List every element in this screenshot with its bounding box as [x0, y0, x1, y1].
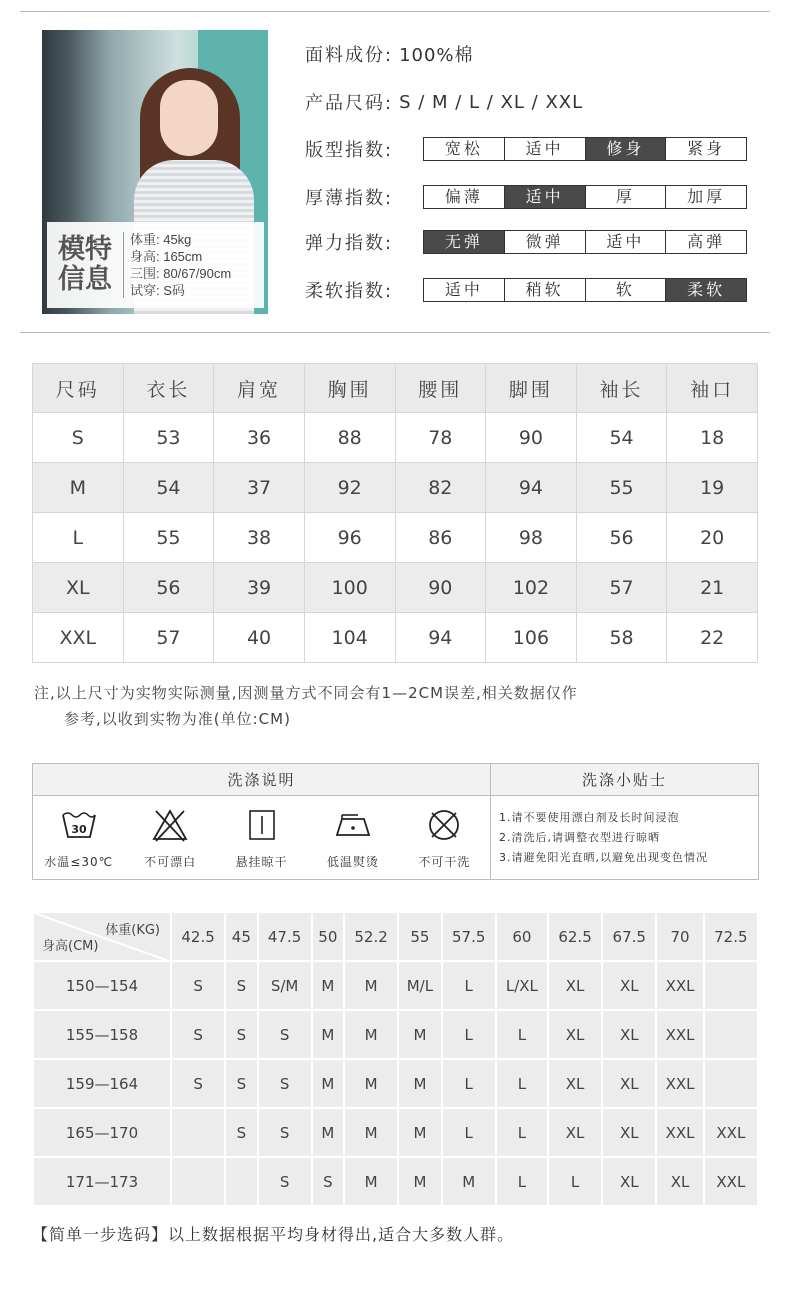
recommend-cell: M — [398, 1059, 441, 1108]
weight-header: 57.5 — [442, 912, 496, 961]
hang-dry-label: 悬挂晾干 — [235, 855, 288, 869]
recommend-cell: XL — [602, 1010, 656, 1059]
index-label: 版型指数: — [305, 140, 394, 161]
sizes-value: S / M / L / XL / XXL — [399, 91, 584, 113]
recommend-cell: M — [398, 1157, 441, 1206]
recommend-cell: M — [344, 961, 398, 1010]
note-line2: 参考,以收到实物为准(单位:CM) — [64, 710, 291, 728]
size-table-header: 脚围 — [486, 364, 577, 413]
weight-header: 47.5 — [258, 912, 312, 961]
recommend-header-row — [33, 912, 758, 961]
size-table-cell: 86 — [395, 513, 486, 563]
size-table-cell: 100 — [304, 563, 395, 613]
index-label: 弹力指数: — [305, 233, 394, 254]
weight-header: 60 — [496, 912, 548, 961]
recommend-cell: L — [442, 1059, 496, 1108]
recommend-cell: M — [344, 1059, 398, 1108]
note-line1: 注,以上尺寸为实物实际测量,因测量方式不同会有1—2CM误差,相关数据仅作 — [34, 684, 578, 702]
top-divider — [20, 11, 770, 12]
no-bleach-label: 不可漂白 — [144, 855, 197, 869]
recommend-cell — [704, 1010, 758, 1059]
size-table-cell: 20 — [667, 513, 758, 563]
recommend-cell: M — [312, 1108, 344, 1157]
size-table-row — [33, 563, 758, 613]
size-table-cell: 96 — [304, 513, 395, 563]
size-table-cell: 40 — [214, 613, 305, 663]
size-table-cell: 56 — [576, 513, 667, 563]
wash-tips — [499, 808, 708, 868]
weight-header: 70 — [656, 912, 703, 961]
size-recommend-table — [32, 911, 759, 1207]
size-table-cell: 90 — [395, 563, 486, 613]
recommend-cell: S — [225, 961, 257, 1010]
recommend-cell: L — [442, 961, 496, 1010]
recommend-cell: XXL — [656, 1059, 703, 1108]
recommend-cell: L — [548, 1157, 602, 1206]
section-divider — [20, 332, 770, 333]
model-height: 身高: 165cm — [130, 249, 203, 264]
recommend-cell — [704, 1059, 758, 1108]
recommend-cell: XL — [548, 1059, 602, 1108]
size-table-cell: 90 — [486, 413, 577, 463]
size-table-cell: 57 — [123, 613, 214, 663]
size-table-cell: 54 — [123, 463, 214, 513]
wash-item — [307, 797, 398, 880]
size-table-header: 袖口 — [667, 364, 758, 413]
recommend-cell: L — [496, 1157, 548, 1206]
size-table-cell: M — [33, 463, 124, 513]
recommend-cell: S — [225, 1108, 257, 1157]
wash-tip: 1.请不要使用漂白剂及长时间浸泡 — [499, 811, 680, 824]
recommend-cell: S — [225, 1059, 257, 1108]
size-table-cell: 106 — [486, 613, 577, 663]
recommend-cell: M — [344, 1010, 398, 1059]
recommend-cell: XL — [602, 961, 656, 1010]
recommend-cell: S — [258, 1157, 312, 1206]
recommend-cell: XXL — [704, 1108, 758, 1157]
recommend-cell: S — [171, 1059, 225, 1108]
index-option: 适中 — [444, 280, 483, 299]
size-table-cell: S — [33, 413, 124, 463]
index-option: 微弹 — [504, 231, 585, 253]
recommend-row — [33, 961, 758, 1010]
recommend-row — [33, 1157, 758, 1206]
size-table-cell: 94 — [395, 613, 486, 663]
recommend-cell: S — [312, 1157, 344, 1206]
wash-item — [216, 797, 307, 880]
size-table-cell: 18 — [667, 413, 758, 463]
recommend-cell: M — [398, 1108, 441, 1157]
recommend-cell: S — [171, 1010, 225, 1059]
size-table-cell: 82 — [395, 463, 486, 513]
recommend-cell: L — [496, 1108, 548, 1157]
recommend-row — [33, 1108, 758, 1157]
recommend-cell: S — [258, 1108, 312, 1157]
index-row — [305, 277, 747, 303]
size-table-cell: 54 — [576, 413, 667, 463]
wash-item — [124, 797, 215, 880]
size-table-cell: 57 — [576, 563, 667, 613]
recommend-corner — [33, 912, 171, 961]
height-range: 155—158 — [33, 1010, 171, 1059]
recommend-cell: XL — [548, 1010, 602, 1059]
size-table-header: 胸围 — [304, 364, 395, 413]
index-options — [423, 278, 747, 302]
index-option: 软 — [585, 279, 666, 301]
recommend-table-body — [33, 912, 758, 1206]
recommend-cell — [171, 1108, 225, 1157]
recommend-cell: S — [225, 1010, 257, 1059]
model-title-line2: 信息 — [58, 264, 112, 295]
model-face — [160, 80, 218, 156]
recommend-cell: M/L — [398, 961, 441, 1010]
recommend-cell: S — [258, 1010, 312, 1059]
size-table-cell: 94 — [486, 463, 577, 513]
index-option: 高弹 — [665, 231, 746, 253]
recommend-cell: XXL — [704, 1157, 758, 1206]
recommend-cell: L — [442, 1108, 496, 1157]
recommend-cell: M — [442, 1157, 496, 1206]
wash-tip: 3.请避免阳光直晒,以避免出现变色情况 — [499, 851, 708, 864]
recommend-cell: L — [496, 1059, 548, 1108]
recommend-cell: M — [312, 961, 344, 1010]
recommend-cell: S — [171, 961, 225, 1010]
size-table-head — [33, 364, 758, 413]
size-table-header: 衣长 — [123, 364, 214, 413]
low-iron-label: 低温熨烫 — [326, 855, 379, 869]
index-option: 修身 — [585, 138, 666, 160]
size-table-cell: 102 — [486, 563, 577, 613]
model-weight: 体重: 45kg — [130, 232, 192, 247]
recommend-cell — [704, 961, 758, 1010]
index-option: 厚 — [585, 186, 666, 208]
height-range: 159—164 — [33, 1059, 171, 1108]
index-label: 柔软指数: — [305, 281, 394, 302]
wash-icons — [33, 797, 490, 880]
size-table-cell: 104 — [304, 613, 395, 663]
sizes-label: 产品尺码: — [305, 93, 394, 114]
index-option: 紧身 — [665, 138, 746, 160]
index-options — [423, 185, 747, 209]
recommend-cell: L — [496, 1010, 548, 1059]
low-iron-icon — [334, 807, 372, 843]
recommend-cell: L/XL — [496, 961, 548, 1010]
recommend-cell: S/M — [258, 961, 312, 1010]
recommend-cell: XL — [548, 1108, 602, 1157]
model-info-title — [47, 235, 123, 295]
model-measurements: 三围: 80/67/90cm — [130, 266, 232, 281]
size-table-row — [33, 513, 758, 563]
recommend-cell: M — [312, 1010, 344, 1059]
recommend-row — [33, 1010, 758, 1059]
size-table-cell: 56 — [123, 563, 214, 613]
recommend-cell: L — [442, 1010, 496, 1059]
size-table-cell: 21 — [667, 563, 758, 613]
size-table-cell: 37 — [214, 463, 305, 513]
wash-tips-title: 洗涤小贴士 — [491, 764, 758, 796]
index-option: 柔软 — [665, 279, 746, 301]
index-row — [305, 184, 747, 210]
index-option: 适中 — [504, 186, 585, 208]
size-table-cell: 36 — [214, 413, 305, 463]
weight-header: 62.5 — [548, 912, 602, 961]
model-tried-size: 试穿: S码 — [130, 283, 185, 298]
recommend-cell: XL — [602, 1108, 656, 1157]
fabric-row — [305, 41, 474, 67]
index-option: 无弹 — [424, 231, 504, 253]
no-dry-clean-icon — [425, 807, 463, 843]
weight-header: 45 — [225, 912, 257, 961]
size-table-cell: 92 — [304, 463, 395, 513]
size-table-cell: 22 — [667, 613, 758, 663]
recommend-cell: XXL — [656, 1108, 703, 1157]
size-table-body — [33, 413, 758, 663]
height-axis-label: 身高(CM) — [42, 939, 99, 954]
measurement-note — [34, 680, 734, 732]
size-table-row — [33, 613, 758, 663]
wash-tip: 2.清洗后,请调整衣型进行晾晒 — [499, 831, 660, 844]
size-table-cell: 53 — [123, 413, 214, 463]
recommend-cell: M — [344, 1157, 398, 1206]
wash-item — [33, 797, 124, 880]
recommend-cell: M — [344, 1108, 398, 1157]
model-info-card — [47, 222, 264, 308]
model-photo — [42, 30, 268, 314]
size-table-cell: 98 — [486, 513, 577, 563]
size-table-row — [33, 463, 758, 513]
size-table-row — [33, 413, 758, 463]
model-info-lines — [130, 231, 231, 299]
size-table-cell: 88 — [304, 413, 395, 463]
wash-item — [399, 797, 490, 880]
recommend-cell — [171, 1157, 225, 1206]
recommend-cell: XXL — [656, 1010, 703, 1059]
index-options — [423, 230, 747, 254]
model-title-line1: 模特 — [58, 234, 112, 265]
weight-header: 52.2 — [344, 912, 398, 961]
recommend-cell: M — [312, 1059, 344, 1108]
index-option: 宽松 — [444, 139, 483, 158]
size-table — [32, 363, 758, 663]
index-label: 厚薄指数: — [305, 188, 394, 209]
wash-panel — [32, 763, 759, 880]
size-table-header: 袖长 — [576, 364, 667, 413]
wash-divider — [490, 764, 491, 879]
recommend-cell — [225, 1157, 257, 1206]
size-table-cell: L — [33, 513, 124, 563]
height-range: 150—154 — [33, 961, 171, 1010]
index-option: 适中 — [585, 231, 666, 253]
footer-note: 【简单一步选码】以上数据根据平均身材得出,适合大多数人群。 — [32, 1225, 515, 1244]
model-info-separator — [123, 232, 124, 298]
index-option: 稍软 — [504, 279, 585, 301]
recommend-cell: XL — [602, 1157, 656, 1206]
fabric-value: 100%棉 — [399, 45, 474, 66]
sizes-row — [305, 89, 583, 115]
weight-axis-label: 体重(KG) — [105, 923, 160, 938]
size-table-cell: 78 — [395, 413, 486, 463]
size-table-cell: 55 — [123, 513, 214, 563]
index-row — [305, 229, 747, 255]
index-option: 适中 — [504, 138, 585, 160]
size-table-cell: 19 — [667, 463, 758, 513]
recommend-cell: XL — [656, 1157, 703, 1206]
size-table-cell: 39 — [214, 563, 305, 613]
height-range: 165—170 — [33, 1108, 171, 1157]
height-range: 171—173 — [33, 1157, 171, 1206]
weight-header: 50 — [312, 912, 344, 961]
index-option: 加厚 — [665, 186, 746, 208]
weight-header: 72.5 — [704, 912, 758, 961]
weight-header: 67.5 — [602, 912, 656, 961]
hang-dry-icon — [243, 807, 281, 843]
recommend-cell: XXL — [656, 961, 703, 1010]
wash-temp-text: 30 — [71, 823, 87, 836]
size-table-header: 尺码 — [33, 364, 124, 413]
wash-title: 洗涤说明 — [33, 764, 490, 796]
recommend-cell: XL — [548, 961, 602, 1010]
wash-30-icon — [60, 807, 98, 843]
no-bleach-icon — [151, 807, 189, 843]
wash-temp-label: 水温≤30℃ — [44, 855, 114, 869]
index-row — [305, 136, 747, 162]
size-table-cell: XXL — [33, 613, 124, 663]
index-options — [423, 137, 747, 161]
size-table-header: 腰围 — [395, 364, 486, 413]
recommend-row — [33, 1059, 758, 1108]
weight-header: 55 — [398, 912, 441, 961]
size-table-header: 肩宽 — [214, 364, 305, 413]
no-dry-clean-label: 不可干洗 — [418, 855, 471, 869]
size-table-cell: XL — [33, 563, 124, 613]
weight-header: 42.5 — [171, 912, 225, 961]
size-table-cell: 38 — [214, 513, 305, 563]
index-option: 偏薄 — [444, 187, 483, 206]
recommend-cell: M — [398, 1010, 441, 1059]
size-table-cell: 58 — [576, 613, 667, 663]
size-table-cell: 55 — [576, 463, 667, 513]
fabric-label: 面料成份: — [305, 45, 394, 66]
recommend-cell: S — [258, 1059, 312, 1108]
recommend-cell: XL — [602, 1059, 656, 1108]
